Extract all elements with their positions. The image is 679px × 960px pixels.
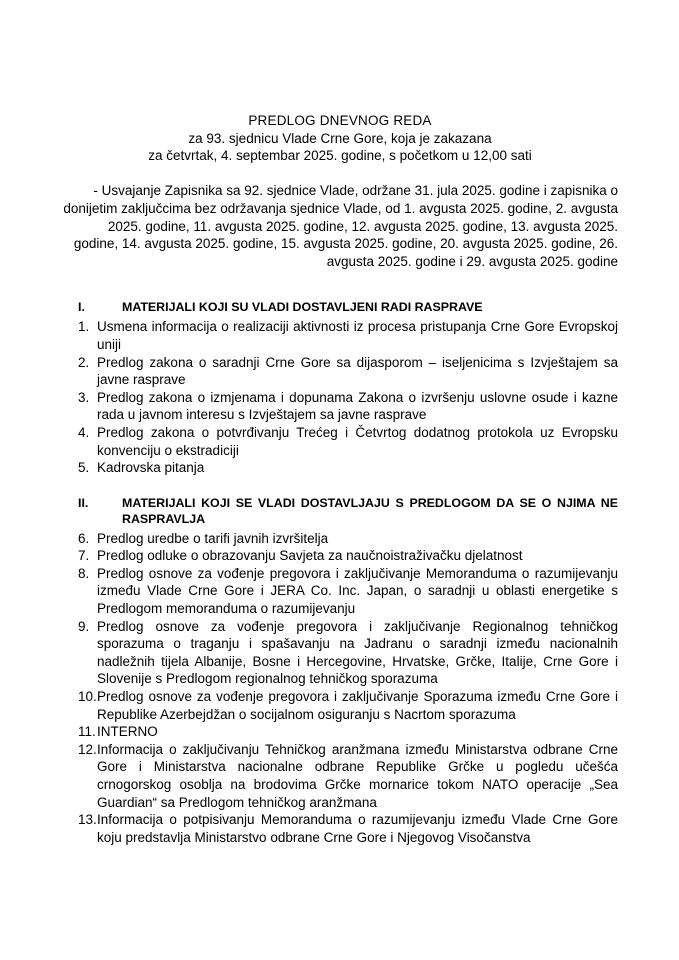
item-text: Predlog odluke o obrazovanju Savjeta za naučnoistraživačku djelatnost (97, 548, 523, 564)
item-text: Usmena informacija o realizaciji aktivnosti iz procesa pristupanja Crne Gore Evropskoj uniji (97, 319, 618, 352)
list-item-8 (62, 565, 618, 618)
item-number: 3. (78, 389, 90, 405)
list-item-10 (62, 688, 618, 723)
list-item-11 (62, 723, 618, 741)
list-item-4 (62, 424, 618, 459)
section-1-title: MATERIJALI KOJI SU VLADI DOSTAVLJENI RADI RASPRAVE (122, 300, 483, 315)
item-text: Predlog zakona o potvrđivanju Trećeg i Četvrtog dodatnog protokola uz Evropsku konvenciju o ekstradiciji (97, 424, 618, 458)
section-2-title: MATERIJALI KOJI SE VLADI DOSTAVLJAJU S PREDLOGOM DA SE O NJIMA NE RASPRAVLJA (122, 495, 618, 526)
item-text: Predlog uredbe o tarifi javnih izvršitelja (97, 530, 329, 546)
item-number: 13. (78, 812, 97, 828)
list-item-12 (62, 741, 618, 811)
list-item-3 (62, 389, 618, 424)
item-number: 4. (78, 424, 90, 440)
document-subtitle-line1: za 93. sjednicu Vlade Crne Gore, koja je zakazana (188, 130, 492, 146)
item-number: 1. (78, 319, 90, 335)
item-text: Informacija o zaključivanju Tehničkog aranžmana između Ministarstva odbrane Crne Gore i Ministarstva nacionalne odbrane Republike Grčke u pogledu učešća crnogorskog osoblja na brodovima Grčke mornarice tokom NATO operacije „Sea Guardian“ sa Predlogom tehničkog aranžmana (97, 741, 618, 810)
item-number: 6. (78, 530, 90, 546)
item-text: Predlog osnove za vođenje pregovora i zaključivanje Sporazuma između Crne Gore i Republike Azerbejdžan o socijalnom osiguranju s Nacrtom sporazuma (97, 689, 618, 722)
item-text: INTERNO (97, 724, 158, 740)
list-item-9 (62, 618, 618, 688)
document-subtitle-line2: za četvrtak, 4. septembar 2025. godine, s početkom u 12,00 sati (148, 148, 532, 164)
list-item-5 (62, 459, 618, 477)
section-2-heading (62, 495, 618, 527)
list-item-1 (62, 318, 618, 353)
item-number: 5. (78, 460, 90, 476)
item-number: 10. (78, 689, 97, 705)
item-text: Predlog zakona o izmjenama i dopunama Zakona o izvršenju uslovne osude i kazne rada u javnom interesu s Izvještajem sa javne rasprave (97, 389, 618, 423)
item-text: Kadrovska pitanja (97, 460, 205, 476)
section-1-numeral: I. (78, 300, 85, 315)
item-number: 2. (78, 354, 90, 370)
list-item-2 (62, 354, 618, 389)
list-item-13 (62, 811, 618, 846)
section-1-heading (62, 299, 618, 315)
item-text: Predlog osnove za vođenje pregovora i zaključivanje Memoranduma o razumijevanju između Vlade Crne Gore i JERA Co. Inc. Japan, o saradnji u oblasti energetike s Predlogom memoranduma o razumijevanju (97, 565, 618, 617)
item-number: 8. (78, 565, 90, 581)
document-title: PREDLOG DNEVNOG REDA (248, 113, 432, 128)
document-header (62, 112, 618, 165)
item-number: 9. (78, 618, 90, 634)
item-text: Predlog zakona o saradnji Crne Gore sa dijasporom – iseljenicima s Izvještajem sa javne rasprave (97, 354, 618, 388)
item-text: Predlog osnove za vođenje pregovora i zaključivanje Regionalnog tehničkog sporazuma o traganju i spašavanju na Jadranu o saradnji između nacionalnih nadležnih tijela Albanije, Bosne i Hercegovine, Hrvatske, Grčke, Italije, Crne Gore i Slovenije s Predlogom regionalnog tehničkog sporazuma (97, 618, 618, 687)
minutes-adoption-paragraph: - Usvajanje Zapisnika sa 92. sjednice Vlade, održane 31. jula 2025. godine i zapisnika o donijetim zaključcima bez održavanja sjednice Vlade, od 1. avgusta 2025. godine, 2. avgusta 2025. godine, 11. avgusta 2025. godine, 12. avgusta 2025. godine, 13. avgusta 2025. godine, 14. avgusta 2025. godine, 15. avgusta 2025. godine, 20. avgusta 2025. godine, 26. avgusta 2025. godine i 29. avgusta 2025. godine (63, 183, 618, 269)
item-number: 7. (78, 548, 90, 564)
list-item-7 (62, 547, 618, 565)
item-number: 11. (78, 724, 96, 740)
item-text: Informacija o potpisivanju Memoranduma o razumijevanju između Vlade Crne Gore koju predstavlja Ministarstvo odbrane Crne Gore i Njegovog Visočanstva (97, 812, 618, 845)
list-item-6 (62, 530, 618, 548)
item-number: 12. (78, 741, 97, 757)
section-2-numeral: II. (78, 495, 89, 510)
